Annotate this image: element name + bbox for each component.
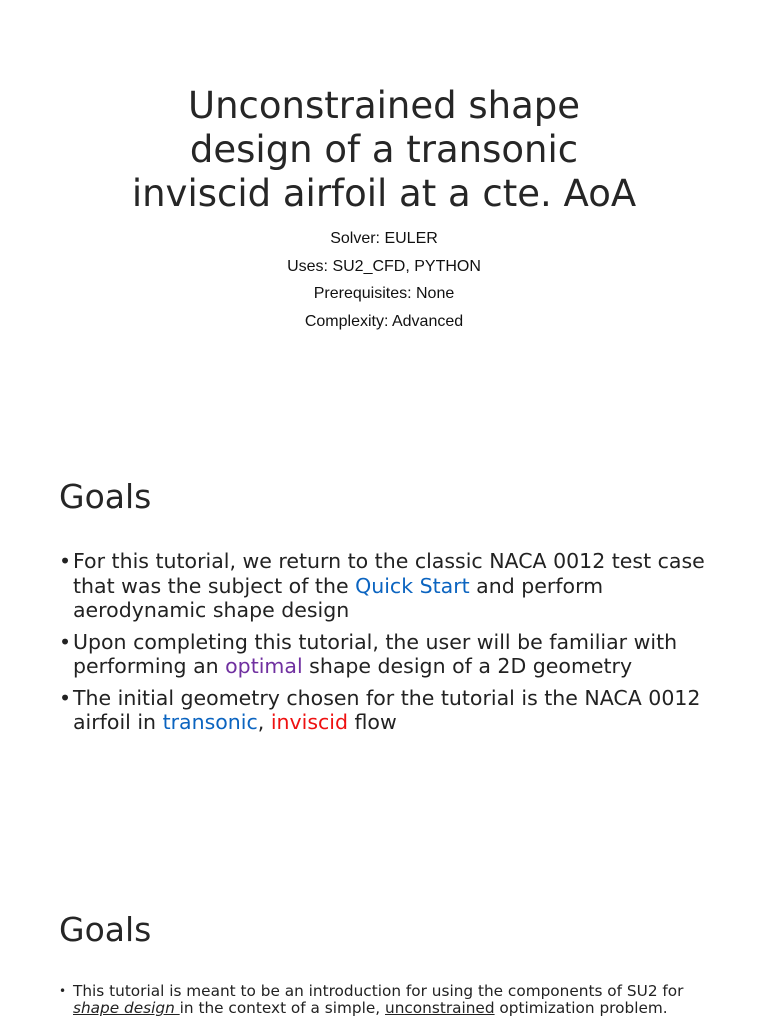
goal-bullet-3 bbox=[59, 686, 719, 735]
goal-3-text-b: flow bbox=[348, 710, 397, 734]
unconstrained-underlined: unconstrained bbox=[385, 999, 495, 1017]
title-line-2: design of a transonic bbox=[189, 128, 579, 171]
goals-heading: Goals bbox=[59, 477, 152, 516]
goals-list-2 bbox=[59, 983, 709, 1017]
meta-solver: Solver: EULER bbox=[330, 230, 438, 247]
goal2-1-text-c: optimization problem. bbox=[494, 999, 668, 1017]
goal-2-text-b: shape design of a 2D geometry bbox=[302, 654, 633, 678]
meta-uses: Uses: SU2_CFD, PYTHON bbox=[287, 257, 481, 275]
title-line-3: inviscid airfoil at a cte. AoA bbox=[131, 172, 637, 215]
optimal-link[interactable]: optimal bbox=[225, 654, 303, 678]
meta-complexity: Complexity: Advanced bbox=[304, 312, 464, 330]
meta-prerequisites: Prerequisites: None bbox=[313, 285, 455, 302]
transonic-link[interactable]: transonic bbox=[162, 710, 258, 734]
goal2-1-text-a: This tutorial is meant to be an introduction for using the components of SU2 for bbox=[73, 982, 684, 1000]
goal-2-text-a: Upon completing this tutorial, the user will be familiar with performing an bbox=[73, 629, 678, 678]
goal-bullet-2 bbox=[59, 630, 719, 679]
goals-list bbox=[59, 549, 719, 742]
tutorial-meta bbox=[184, 227, 584, 337]
goal-3-text-a: The initial geometry chosen for the tutorial is the NACA 0012 airfoil in bbox=[73, 685, 701, 734]
goal2-1-text-b: in the context of a simple, bbox=[179, 999, 385, 1017]
goals-heading-2: Goals bbox=[59, 910, 152, 949]
slide-title bbox=[84, 84, 684, 216]
title-line-1: Unconstrained shape bbox=[187, 84, 581, 127]
goal-1-text-b: and perform aerodynamic shape design bbox=[73, 573, 604, 622]
shape-design-emphasis: shape design bbox=[73, 999, 180, 1017]
goal-1-text-a: For this tutorial, we return to the classic NACA 0012 test case that was the subject of the bbox=[73, 549, 705, 598]
inviscid-link[interactable]: inviscid bbox=[270, 710, 348, 734]
goal-3-separator: , bbox=[257, 710, 271, 734]
goal-2-bullet-1 bbox=[59, 983, 709, 1017]
quick-start-link[interactable]: Quick Start bbox=[355, 573, 470, 598]
goal-bullet-1 bbox=[59, 549, 719, 623]
